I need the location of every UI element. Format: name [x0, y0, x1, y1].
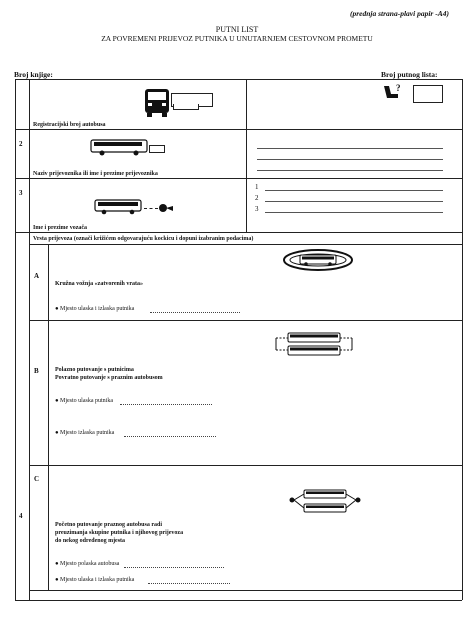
driver-number-2: 2	[255, 194, 259, 202]
sectionB-title-1: Polazno putovanje s putnicima	[55, 367, 134, 373]
sectionA-place-label: Mjesto ulaska i izlaska putnika	[60, 306, 135, 312]
frame-right	[462, 79, 463, 600]
middle-divider	[246, 79, 247, 232]
question-mark: ?	[396, 83, 401, 93]
empty-bus-trip-icon	[288, 488, 362, 516]
sectionC-bullet-2: ●	[55, 577, 59, 583]
sectionB-exit-line[interactable]	[124, 436, 216, 437]
carrier-caption: Naziv prijevoznika ili ime i prezime prijevoznika	[33, 171, 158, 177]
driver-number-1: 1	[255, 183, 259, 191]
sectionB-bottom	[29, 465, 462, 466]
sectionA-bullet: ●	[55, 306, 59, 312]
frame-left	[15, 79, 16, 600]
number-column-line	[29, 79, 30, 600]
sectionC-departure-line[interactable]	[124, 567, 224, 568]
sectionB-title-2: Povratno putovanje s praznim autobusom	[55, 375, 163, 381]
sectionB-bullet-2: ●	[55, 430, 59, 436]
bus-driver-icon	[94, 198, 144, 216]
sectionC-number: 4	[19, 512, 23, 520]
bus-side-icon	[90, 137, 150, 157]
sectionA-title: Kružna vožnja «zatvorenih vrata»	[55, 281, 144, 287]
sectionC-letter: C	[34, 475, 40, 483]
corner-note: (prednja strana-plavi papir -A4)	[350, 9, 449, 18]
letter-column-line	[48, 244, 49, 590]
bus-side-tag	[149, 145, 165, 153]
trip-type-heading: Vrsta prijevoza (označi križićem odgovarajuću kockicu i dopuni izabranim podacima)	[33, 236, 254, 242]
sectionB-boarding-line[interactable]	[120, 404, 212, 405]
frame-top	[15, 79, 462, 80]
sectionC-desc-3: do nekog određenog mjesta	[55, 538, 126, 544]
row2-number: 2	[19, 140, 23, 148]
travel-list-number-box[interactable]	[413, 85, 443, 103]
driver-number-3: 3	[255, 205, 259, 213]
sectionB-boarding-label: Mjesto ulaska putnika	[60, 398, 113, 404]
sectionA-place-line[interactable]	[150, 312, 240, 313]
driver-line-2[interactable]	[265, 201, 443, 202]
sectionC-departure-label: Mjesto polaska autobusa	[60, 561, 120, 567]
driver-line-1[interactable]	[265, 190, 443, 191]
driver-caption: Ime i prezime vozača	[33, 225, 88, 231]
sectionA-letter: A	[34, 272, 40, 280]
sectionC-desc-1: Početno putovanje praznog autobusa radi	[55, 522, 163, 528]
sectionC-place-line[interactable]	[148, 583, 230, 584]
registration-box-shadow	[173, 104, 199, 110]
sectionC-place-label: Mjesto ulaska i izlaska putnika	[60, 577, 135, 583]
sectionC-desc-2: preuzimanja skupine putnika i njihovog prijevoza	[55, 530, 184, 536]
circular-route-icon	[282, 248, 354, 272]
carrier-line-1[interactable]	[257, 148, 443, 149]
row2-bottom	[15, 178, 462, 179]
carrier-line-2[interactable]	[257, 159, 443, 160]
driver-arrow-line	[144, 208, 158, 209]
document-subtitle: ZA POVREMENI PRIJEVOZ PUTNIKA U UNUTARNJEM CESTOVNOM PROMETU	[101, 34, 373, 43]
book-number-label: Broj knjige:	[14, 70, 53, 79]
steering-wheel-icon	[158, 202, 174, 214]
sectionC-bullet-1: ●	[55, 561, 59, 567]
travel-list-number-label: Broj putnog lista:	[381, 70, 438, 79]
row3-bottom	[15, 232, 462, 233]
row1-bottom	[15, 129, 462, 130]
row3-number: 3	[19, 189, 23, 197]
sectionC-bottom	[29, 590, 462, 591]
sectionB-exit-label: Mjesto izlaska putnika	[60, 430, 115, 436]
frame-bottom	[15, 600, 462, 601]
registration-caption: Registracijski broj autobusa	[33, 122, 106, 128]
sectionA-bottom	[29, 320, 462, 321]
carrier-line-3[interactable]	[257, 170, 443, 171]
sectionB-letter: B	[34, 367, 39, 375]
trip-heading-bottom	[29, 244, 462, 245]
sectionB-bullet-1: ●	[55, 398, 59, 404]
bus-front-icon	[143, 88, 171, 118]
document-title: PUTNI LIST	[215, 25, 259, 34]
driver-line-3[interactable]	[265, 212, 443, 213]
return-trip-icon	[274, 331, 354, 359]
